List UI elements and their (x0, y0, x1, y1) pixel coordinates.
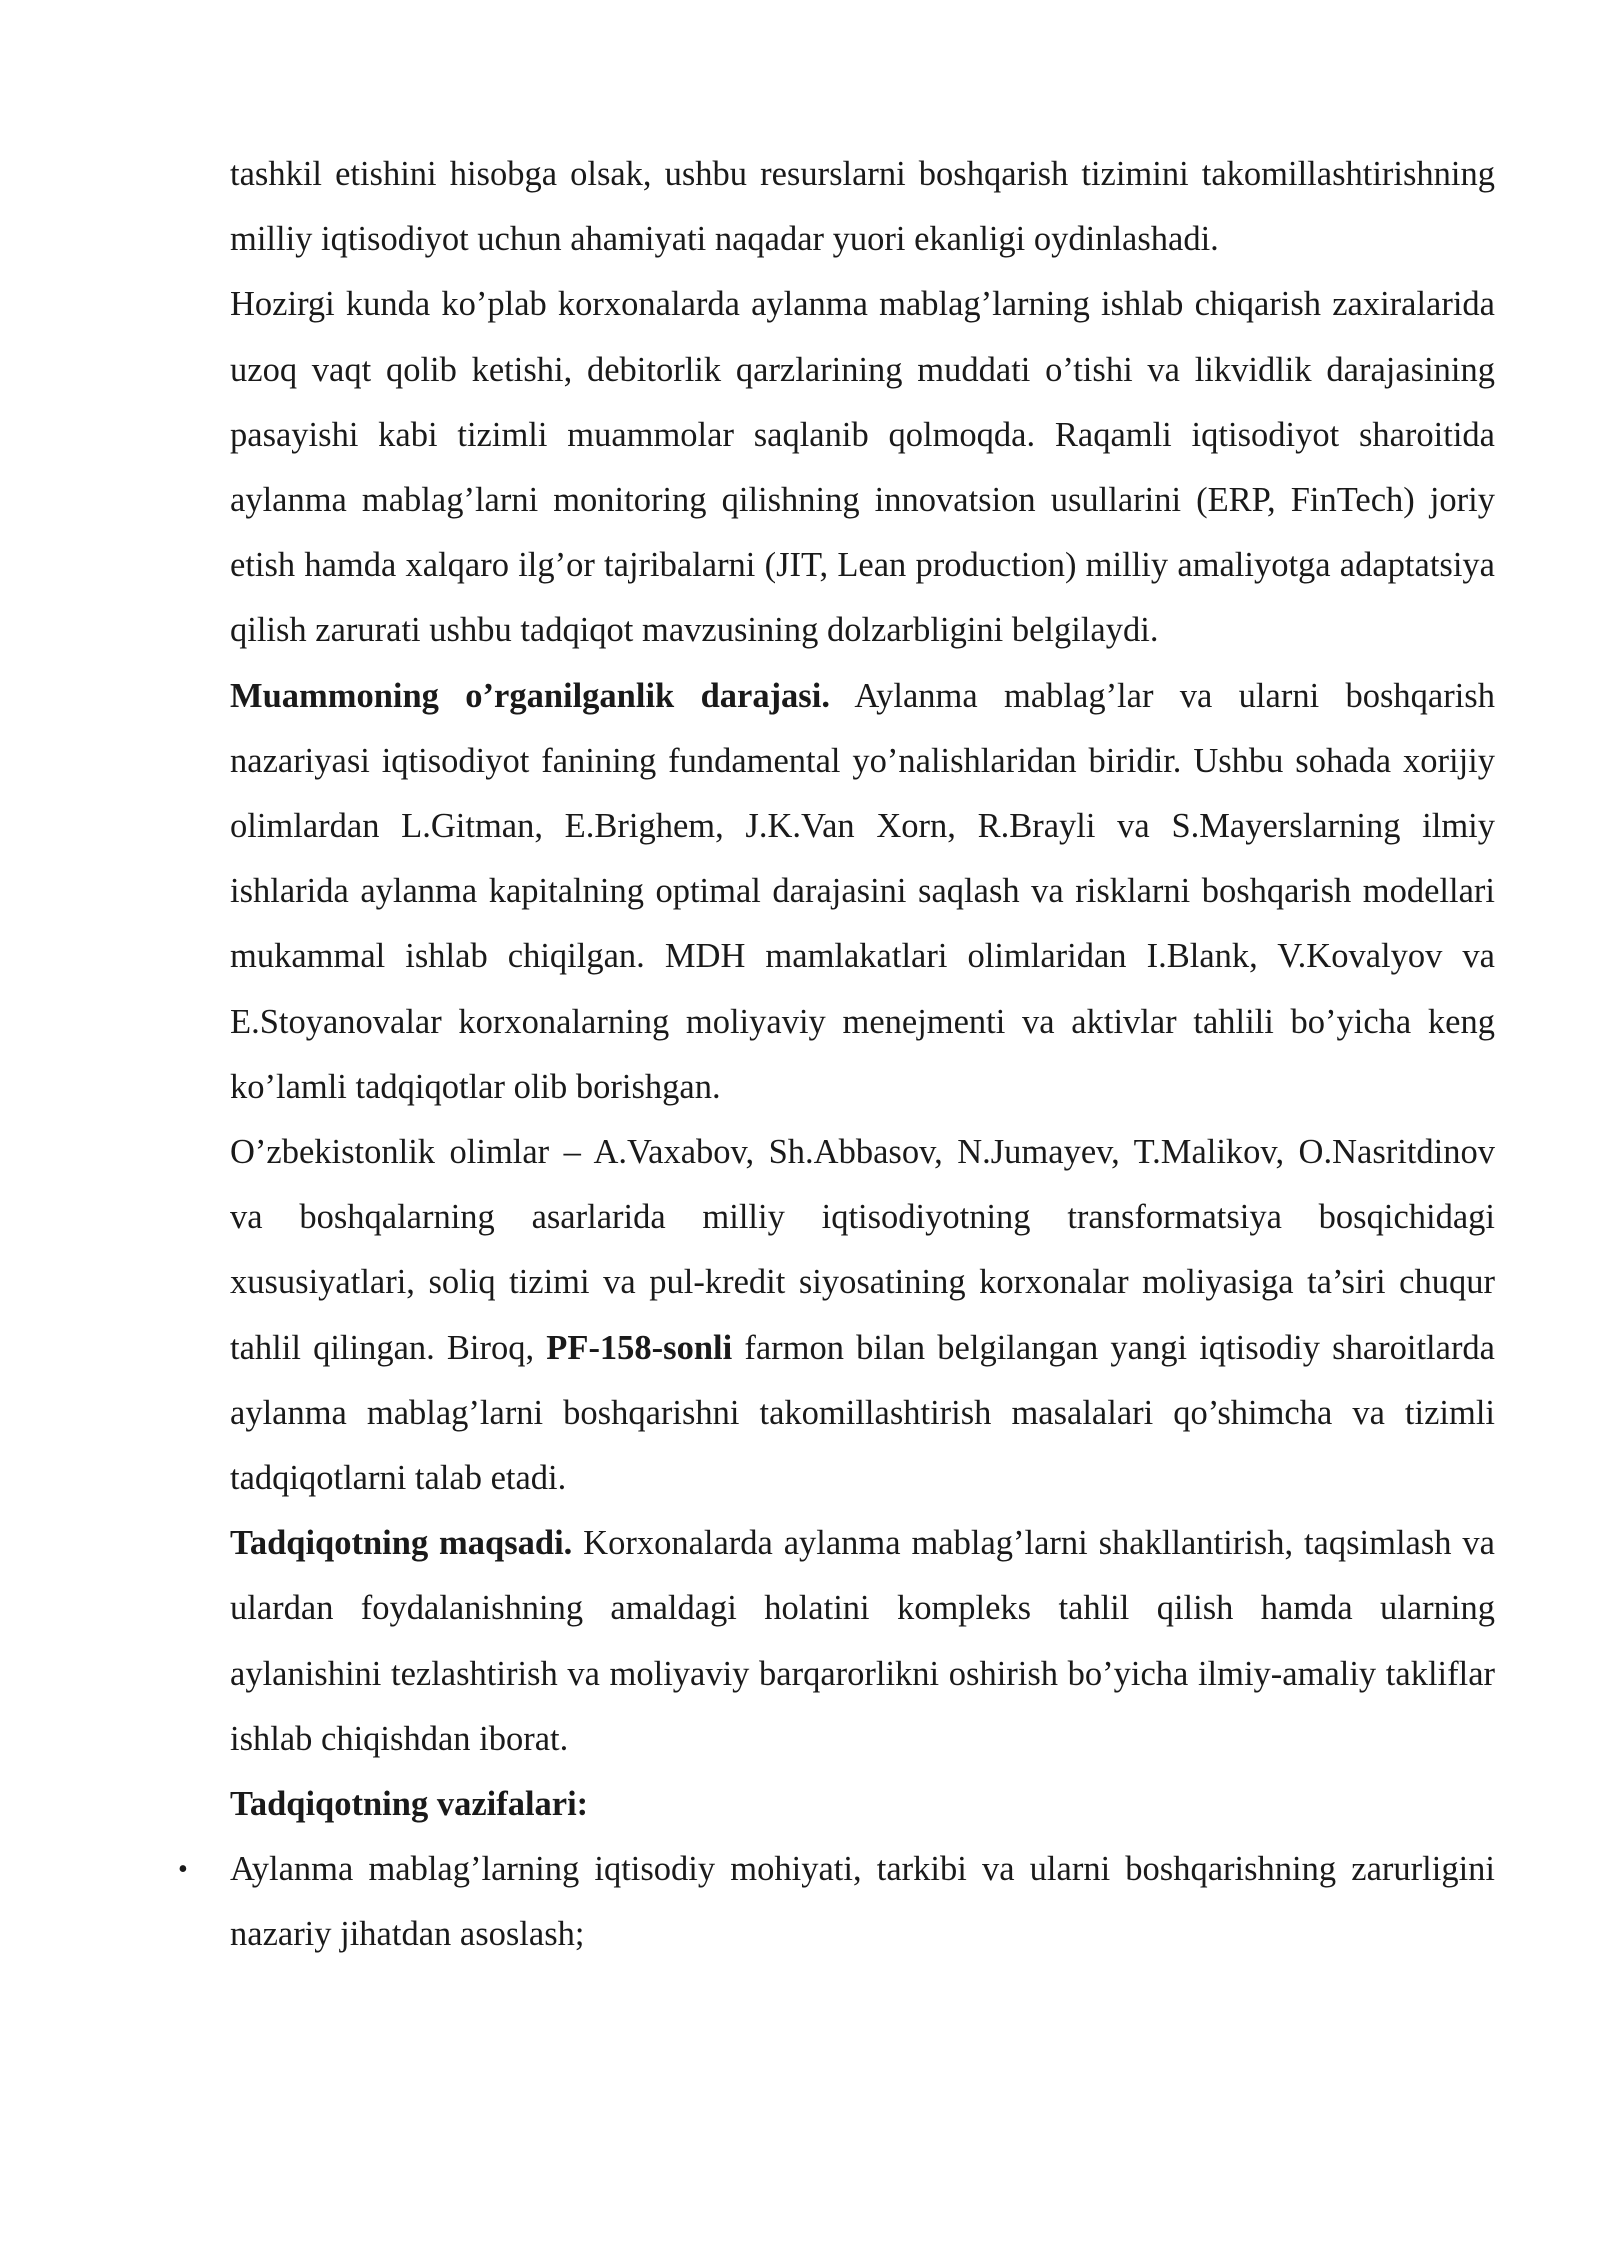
paragraph-text: Korxonalarda aylanma mablag’larni shakllantirish, taqsimlash va ulardan foydalanishning amaldagi holatini kompleks tahlil qilish hamda ularning aylanishini tezlashtirish va moliyaviy barqarorlikni oshirish bo’yicha ilmiy-amaliy takliflar ishlab chiqishdan iborat. (230, 1524, 1495, 1758)
section-heading-research-tasks: Tadqiqotning vazifalari: (230, 1785, 589, 1824)
paragraph-relevance (230, 272, 1495, 663)
decree-reference: PF-158-sonli (546, 1328, 733, 1367)
document-page (178, 142, 1495, 1968)
paragraph-intro-continuation (230, 142, 1495, 272)
paragraph-uzbek-scholars (230, 1120, 1495, 1511)
paragraph-text: O’zbekistonlik olimlar – A.Vaxabov, Sh.Abbasov, N.Jumayev, T.Malikov, O.Nasritdinov va boshqalarning asarlarida milliy iqtisodiyotning transformatsiya bosqichidagi xususiyatlari, soliq tizimi va pul-kredit siyosatining korxonalar moliyasiga ta’siri chuqur tahlil qilingan. Biroq, (230, 1133, 1495, 1367)
paragraph-text: farmon bilan belgilangan yangi iqtisodiy sharoitlarda aylanma mablag’larni boshqarishni takomillashtirish masalalari qo’shimcha va tizimli tadqiqotlarni talab etadi. (230, 1328, 1495, 1498)
paragraph-text: Aylanma mablag’lar va ularni boshqarish nazariyasi iqtisodiyot fanining fundamental yo’nalishlaridan biridir. Ushbu sohada xorijiy olimlardan L.Gitman, E.Brighem, J.K.Van Xorn, R.Brayli va S.Mayerslarning ilmiy ishlarida aylanma kapitalning optimal darajasini saqlash va risklarni boshqarish modellari mukammal ishlab chiqilgan. MDH mamlakatlari olimlaridan I.Blank, V.Kovalyov va E.Stoyanovalar korxonalarning moliyaviy menejmenti va aktivlar tahlili bo’yicha keng ko’lamli tadqiqotlar olib borishgan. (230, 676, 1495, 1106)
paragraph-research-goal (230, 1511, 1495, 1772)
paragraph-research-level (230, 664, 1495, 1120)
paragraph-research-tasks (230, 1772, 1495, 1837)
section-heading-research-goal: Tadqiqotning maqsadi. (230, 1524, 573, 1563)
paragraph-text: tashkil etishini hisobga olsak, ushbu resurslarni boshqarish tizimini takomillashtirishning milliy iqtisodiyot uchun ahamiyati naqadar yuori ekanligi oydinlashadi. (230, 155, 1495, 259)
list-item (178, 1837, 1495, 1967)
section-heading-research-level: Muammoning o’rganilganlik darajasi. (230, 676, 830, 715)
paragraph-text: Hozirgi kunda ko’plab korxonalarda aylanma mablag’larning ishlab chiqarish zaxiralarida uzoq vaqt qolib ketishi, debitorlik qarzlarining muddati o’tishi va likvidlik darajasining pasayishi kabi tizimli muammolar saqlanib qolmoqda. Raqamli iqtisodiyot sharoitida aylanma mablag’larni monitoring qilishning innovatsion usullarini (ERP, FinTech) joriy etish hamda xalqaro ilg’or tajribalarni (JIT, Lean production) milliy amaliyotga adaptatsiya qilish zarurati ushbu tadqiqot mavzusining dolzarbligini belgilaydi. (230, 285, 1495, 650)
list-item-text: Aylanma mablag’larning iqtisodiy mohiyati, tarkibi va ularni boshqarishning zarurligini nazariy jihatdan asoslash; (230, 1850, 1495, 1954)
bullet-icon: • (178, 1854, 188, 1886)
